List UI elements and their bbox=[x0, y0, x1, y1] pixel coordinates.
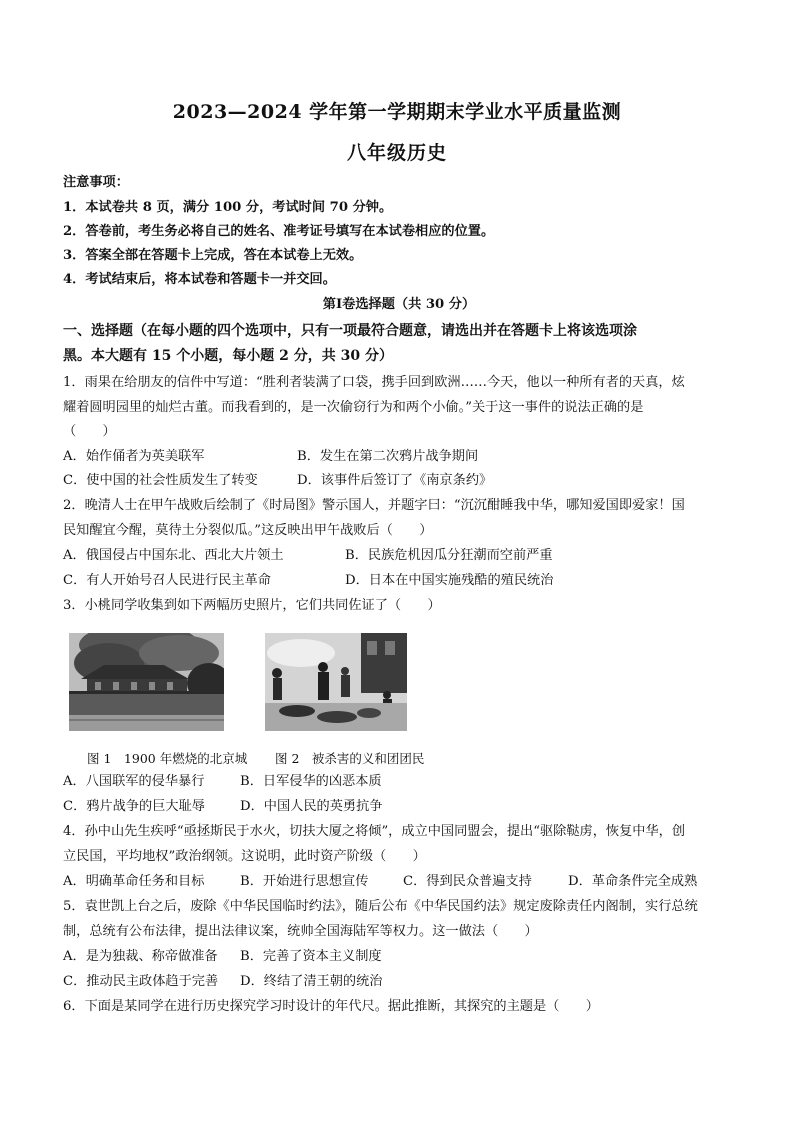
question-3-option-a: A．八国联军的侵华暴行 bbox=[63, 774, 205, 789]
question-1-stem: 1．雨果在给朋友的信件中写道：“胜利者装满了口袋，携手回到欧洲……今天，他以一种所有者的天真，炫 bbox=[63, 375, 685, 390]
question-6-stem: 6．下面是某同学在进行历史探究学习时设计的年代尺。据此推断，其探究的主题是（ ） bbox=[63, 999, 599, 1014]
question-2-option-a: A．俄国侵占中国东北、西北大片领土 bbox=[63, 548, 284, 563]
photo-killed-boxers bbox=[265, 633, 407, 731]
question-1-stem: （ ） bbox=[63, 424, 116, 439]
question-1-option-c: C．使中国的社会性质发生了转变 bbox=[63, 473, 258, 488]
notice-item: 3．答案全部在答题卡上完成，答在本试卷上无效。 bbox=[63, 248, 363, 263]
question-5-option-b: B．完善了资本主义制度 bbox=[240, 949, 382, 964]
photo-burning-beijing bbox=[69, 633, 224, 731]
exam-subtitle: 八年级历史 bbox=[346, 142, 447, 164]
notice-item: 4．考试结束后，将本试卷和答题卡一并交回。 bbox=[63, 272, 336, 287]
photo-caption-2: 图 2 被杀害的义和团团民 bbox=[275, 751, 425, 766]
question-2-option-b: B．民族危机因瓜分狂潮而空前严重 bbox=[345, 548, 553, 563]
question-5-option-d: D．终结了清王朝的统治 bbox=[240, 974, 383, 989]
question-2-option-c: C．有人开始号召人民进行民主革命 bbox=[63, 573, 271, 588]
question-5-stem: 5．袁世凯上台之后，废除《中华民国临时约法》，随后公布《中华民国约法》规定废除责任内阁制，实行总统 bbox=[63, 899, 698, 914]
notice-item: 2．答卷前，考生务必将自己的姓名、准考证号填写在本试卷相应的位置。 bbox=[63, 224, 495, 239]
question-1-option-b: B．发生在第二次鸦片战争期间 bbox=[297, 449, 479, 464]
question-3-option-b: B．日军侵华的凶恶本质 bbox=[240, 774, 382, 789]
notice-item: 1．本试卷共 8 页，满分 100 分，考试时间 70 分钟。 bbox=[63, 200, 393, 215]
question-5-option-c: C．推动民主政体趋于完善 bbox=[63, 974, 219, 989]
question-2-stem: 民知醒宜今醒，莫待土分裂似瓜。”这反映出甲午战败后（ ） bbox=[63, 523, 433, 538]
notice-heading: 注意事项： bbox=[63, 175, 129, 190]
photo-caption-1: 图 1 1900 年燃烧的北京城 bbox=[87, 751, 248, 766]
exam-title: 2023—2024 学年第一学期期末学业水平质量监测 bbox=[172, 101, 622, 123]
question-2-option-d: D．日本在中国实施残酷的殖民统治 bbox=[345, 573, 554, 588]
question-4-option-a: A．明确革命任务和目标 bbox=[63, 874, 205, 889]
question-3-option-c: C．鸦片战争的巨大耻辱 bbox=[63, 799, 205, 814]
question-1-option-a: A．始作俑者为英美联军 bbox=[63, 449, 205, 464]
question-4-stem: 4．孙中山先生疾呼“亟拯斯民于水火，切扶大厦之将倾”，成立中国同盟会，提出“驱除鞑虏，恢复中华，创 bbox=[63, 824, 686, 839]
question-4-option-c: C．得到民众普遍支持 bbox=[403, 874, 532, 889]
part1-instruction: 一、选择题（在每小题的四个选项中，只有一项最符合题意，请选出并在答题卡上将该选项涂 bbox=[63, 323, 637, 339]
question-1-stem: 耀着圆明园里的灿烂古董。而我看到的，是一次偷窃行为和两个小偷。”关于这一事件的说法正确的是 bbox=[63, 400, 644, 415]
question-3-option-d: D．中国人民的英勇抗争 bbox=[240, 799, 383, 814]
part1-instruction: 黑。本大题有 15 个小题，每小题 2 分，共 30 分） bbox=[63, 348, 393, 364]
question-2-stem: 2．晚清人士在甲午战败后绘制了《时局图》警示国人，并题字曰：“沉沉酣睡我中华，哪知爱国即爱家！国 bbox=[63, 498, 685, 513]
question-3-stem: 3．小桃同学收集到如下两幅历史照片，它们共同佐证了（ ） bbox=[63, 598, 441, 613]
question-1-option-d: D．该事件后签订了《南京条约》 bbox=[297, 473, 493, 488]
section-title: 第Ⅰ卷选择题（共 30 分） bbox=[322, 297, 476, 312]
question-5-option-a: A．是为独裁、称帝做准备 bbox=[63, 949, 218, 964]
question-4-option-d: D．革命条件完全成熟 bbox=[568, 874, 698, 889]
question-5-stem: 制，总统有公布法律，提出法律议案，统帅全国海陆军等权力。这一做法（ ） bbox=[63, 924, 538, 939]
question-4-option-b: B．开始进行思想宣传 bbox=[240, 874, 369, 889]
question-4-stem: 立民国，平均地权”政治纲领。这说明，此时资产阶级（ ） bbox=[63, 849, 426, 864]
